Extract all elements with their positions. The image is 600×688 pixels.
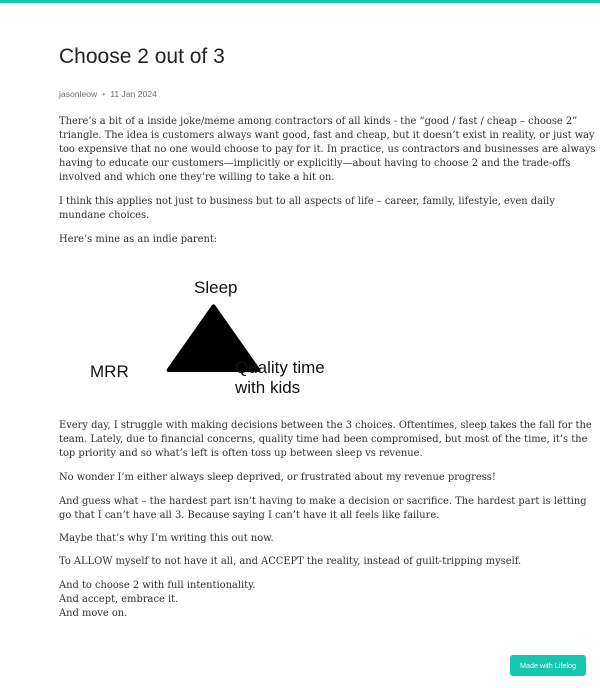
paragraph-life — [59, 195, 555, 223]
paragraph-line: go that I can’t have all 3. Because saying I can’t have it all feels like failure. — [59, 510, 440, 521]
paragraph-line: mundane choices. — [59, 210, 150, 221]
paragraph-intro — [59, 115, 596, 185]
paragraph-line: And guess what – the hardest part isn’t having to make a decision or sacrifice. The hardest part is letting — [59, 496, 587, 507]
paragraph-line: Maybe that’s why I’m writing this out now. — [59, 533, 274, 544]
post-meta — [59, 89, 157, 99]
paragraph-line: top priority and so what’s left is often toss up between sleep vs revenue. — [59, 448, 423, 459]
paragraph-line: too expensive that no one would choose to pay for it. In practice, us contractors and businesses are always — [59, 144, 596, 155]
diagram-label-quality-time — [235, 358, 325, 398]
paragraph-line: There’s a bit of a inside joke/meme among contractors of all kinds - the “good / fast / cheap – choose 2” — [59, 116, 578, 127]
author-name: jasonleow — [59, 89, 98, 99]
made-with-lifelog-button[interactable]: Made with Lifelog — [510, 655, 586, 676]
post-date: 11 Jan 2024 — [110, 89, 157, 99]
paragraph-line: involved and which one they’re willing to take a hit on. — [59, 172, 335, 183]
paragraph-line: And to choose 2 with full intentionality. — [59, 580, 256, 591]
choose-two-triangle-diagram — [87, 276, 367, 404]
separator-dot: • — [102, 89, 106, 99]
paragraph-line: And move on. — [59, 608, 128, 619]
paragraph-line: team. Lately, due to financial concerns, quality time had been compromised, but most of the time, it’s the — [59, 434, 588, 445]
paragraph-allow — [59, 555, 537, 569]
diagram-label-sleep: Sleep — [194, 278, 238, 297]
paragraph-hardest-part — [59, 495, 587, 523]
paragraph-closing — [59, 579, 537, 621]
top-accent-bar — [0, 0, 600, 3]
paragraph-line: No wonder I’m either always sleep deprived, or frustrated about my revenue progress! — [59, 472, 496, 483]
paragraph-line: I think this applies not just to business but to all aspects of life – career, family, lifestyle, even daily — [59, 196, 555, 207]
paragraph-line: having to educate our customers—implicitly or explicitly—about having to choose 2 and the trade-offs — [59, 158, 571, 169]
post-title: Choose 2 out of 3 — [59, 45, 225, 68]
paragraph-line: And accept, embrace it. — [59, 594, 179, 605]
paragraph-struggle — [59, 419, 592, 461]
diagram-label-line: with kids — [235, 378, 301, 397]
paragraph-line: To ALLOW myself to not have it all, and ACCEPT the reality, instead of guilt-tripping myself. — [59, 556, 522, 567]
paragraph-no-wonder — [59, 471, 537, 485]
paragraph-line: Every day, I struggle with making decisions between the 3 choices. Oftentimes, sleep takes the fall for the — [59, 420, 592, 431]
paragraph-indie-parent — [59, 233, 537, 247]
paragraph-line: triangle. The idea is customers always want good, fast and cheap, but it doesn’t exist in reality, or just way — [59, 130, 595, 141]
diagram-label-line: Quality time — [235, 358, 325, 377]
diagram-label-mrr: MRR — [90, 362, 129, 381]
paragraph-maybe — [59, 532, 537, 546]
paragraph-line: Here’s mine as an indie parent: — [59, 234, 218, 245]
